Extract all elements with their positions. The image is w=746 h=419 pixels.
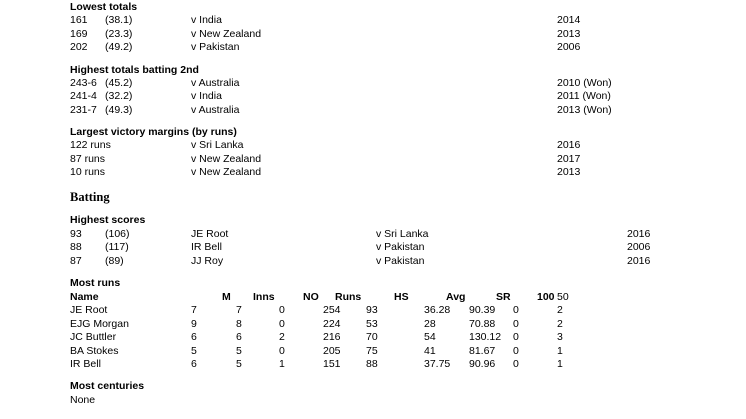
opponent: v New Zealand [191,153,262,165]
overs: (49.2) [105,41,133,53]
average: 54 [424,331,436,343]
matches-2: 8 [236,318,242,330]
average: 28 [424,318,436,330]
matches-2: 5 [236,345,242,357]
col-sr: SR [496,291,511,303]
high-score: 53 [366,318,378,330]
matches: 9 [191,318,197,330]
fifties: 2 [557,304,563,316]
score: 202 [70,41,88,53]
col-inns: Inns [253,291,275,303]
year: 2013 [557,166,581,178]
hundreds: 0 [513,331,519,343]
year: 2006 [627,241,651,253]
player-name: BA Stokes [70,345,119,357]
overs: (49.3) [105,104,133,116]
year: 2010 (Won) [557,77,612,89]
not-outs: 2 [279,331,285,343]
col-hs: HS [394,291,409,303]
year: 2016 [557,139,581,151]
most-runs-heading: Most runs [70,277,121,289]
fifties: 1 [557,345,563,357]
fifties: 3 [557,331,563,343]
opponent: v Pakistan [376,241,425,253]
matches: 5 [191,345,197,357]
opponent: v Sri Lanka [376,228,429,240]
lowest-totals-heading: Lowest totals [70,1,138,13]
balls: (117) [105,241,129,253]
matches: 6 [191,358,197,370]
runs: 224 [323,318,341,330]
opponent: v India [191,14,222,26]
score: 169 [70,28,88,40]
most-centuries-value: None [70,394,96,406]
balls: (89) [105,255,124,267]
opponent: v Sri Lanka [191,139,244,151]
balls: (106) [105,228,130,240]
strike-rate: 81.67 [469,345,496,357]
player: JE Root [191,228,229,240]
strike-rate: 70.88 [469,318,496,330]
year: 2016 [627,228,651,240]
not-outs: 0 [279,304,285,316]
opponent: v Australia [191,104,240,116]
player-name: IR Bell [70,358,101,370]
player-name: JE Root [70,304,108,316]
margin: 122 runs [70,139,111,151]
score: 243-6 [70,77,97,89]
col-100: 100 [537,291,555,303]
not-outs: 0 [279,318,285,330]
col-avg: Avg [446,291,466,303]
most-centuries-heading: Most centuries [70,380,145,392]
player: IR Bell [191,241,222,253]
not-outs: 0 [279,345,285,357]
opponent: v India [191,90,222,102]
largest-margins-heading: Largest victory margins (by runs) [70,126,237,138]
score: 93 [70,228,82,240]
year: 2013 [557,28,581,40]
opponent: v New Zealand [191,166,262,178]
runs: 151 [323,358,341,370]
highest-scores-heading: Highest scores [70,214,146,226]
hundreds: 0 [513,318,519,330]
overs: (45.2) [105,77,133,89]
overs: (32.2) [105,90,133,102]
high-score: 70 [366,331,378,343]
not-outs: 1 [279,358,285,370]
highest-totals-2nd-heading: Highest totals batting 2nd [70,64,199,76]
batting-section-title: Batting [70,190,110,204]
opponent: v Pakistan [191,41,240,53]
hundreds: 0 [513,304,519,316]
fifties: 1 [557,358,563,370]
matches-2: 5 [236,358,242,370]
opponent: v Pakistan [376,255,425,267]
year: 2006 [557,41,581,53]
overs: (38.1) [105,14,133,26]
col-m: M [222,291,231,303]
margin: 87 runs [70,153,106,165]
strike-rate: 90.39 [469,304,496,316]
matches-2: 7 [236,304,242,316]
col-no: NO [303,291,319,303]
matches: 7 [191,304,197,316]
player: JJ Roy [191,255,224,267]
strike-rate: 90.96 [469,358,496,370]
year: 2014 [557,14,581,26]
year: 2017 [557,153,581,165]
matches-2: 6 [236,331,242,343]
runs: 205 [323,345,341,357]
average: 41 [424,345,436,357]
opponent: v New Zealand [191,28,262,40]
margin: 10 runs [70,166,106,178]
player-name: JC Buttler [70,331,117,343]
year: 2011 (Won) [557,90,611,102]
player-name: EJG Morgan [70,318,129,330]
hundreds: 0 [513,345,519,357]
score: 241-4 [70,90,97,102]
fifties: 2 [557,318,563,330]
col-runs: Runs [335,291,362,303]
high-score: 75 [366,345,378,357]
opponent: v Australia [191,77,240,89]
average: 37.75 [424,358,451,370]
matches: 6 [191,331,197,343]
runs: 254 [323,304,341,316]
col-name: Name [70,291,99,303]
score: 231-7 [70,104,97,116]
runs: 216 [323,331,341,343]
hundreds: 0 [513,358,519,370]
year: 2013 (Won) [557,104,612,116]
strike-rate: 130.12 [469,331,502,343]
high-score: 88 [366,358,378,370]
year: 2016 [627,255,651,267]
score: 161 [70,14,88,26]
overs: (23.3) [105,28,133,40]
high-score: 93 [366,304,378,316]
score: 88 [70,241,82,253]
col-50: 50 [557,291,569,303]
score: 87 [70,255,82,267]
average: 36.28 [424,304,451,316]
